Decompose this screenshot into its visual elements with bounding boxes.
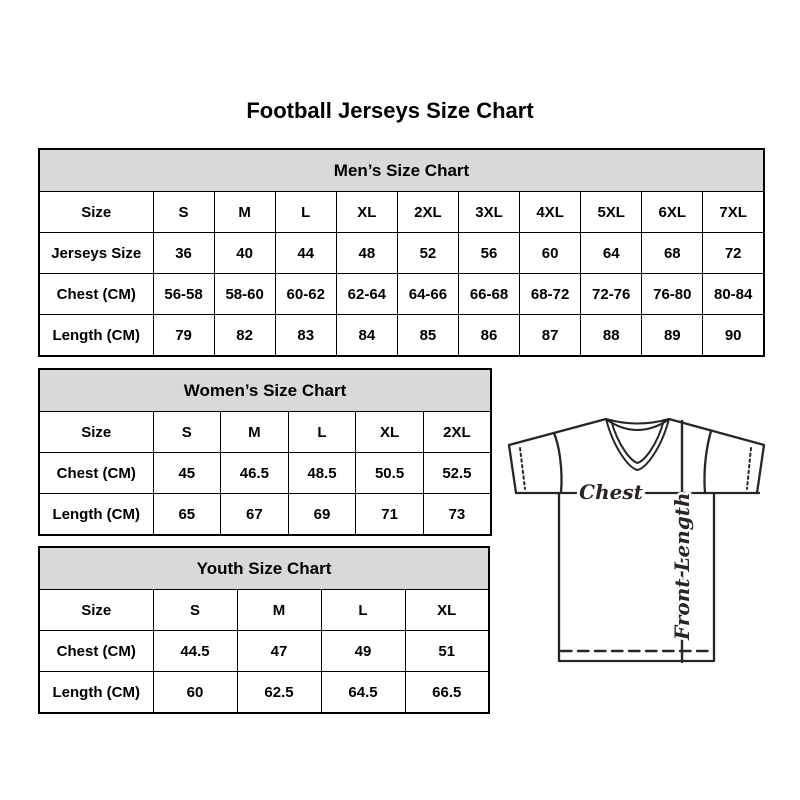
jersey-measurement-diagram <box>498 403 770 695</box>
value-cell: 44 <box>275 233 336 274</box>
table-row <box>39 192 764 233</box>
value-cell: 65 <box>153 494 221 536</box>
value-cell: 60-62 <box>275 274 336 315</box>
value-cell: 82 <box>214 315 275 357</box>
table-row <box>39 453 491 494</box>
table-row <box>39 590 489 631</box>
value-cell: 62-64 <box>336 274 397 315</box>
chest-label: Chest <box>579 480 643 504</box>
value-cell: 60 <box>520 233 581 274</box>
value-cell: L <box>275 192 336 233</box>
value-cell: 45 <box>153 453 221 494</box>
value-cell: M <box>237 590 321 631</box>
value-cell: 56-58 <box>153 274 214 315</box>
row-label-cell: Length (CM) <box>39 315 153 357</box>
value-cell: 66-68 <box>458 274 519 315</box>
value-cell: 52 <box>397 233 458 274</box>
row-label-cell: Chest (CM) <box>39 274 153 315</box>
value-cell: 56 <box>458 233 519 274</box>
row-label-cell: Length (CM) <box>39 672 153 714</box>
womens-size-chart-table <box>38 368 492 536</box>
collar-top-arc <box>606 419 669 424</box>
value-cell: 4XL <box>520 192 581 233</box>
value-cell: 88 <box>581 315 642 357</box>
value-cell: 72 <box>703 233 764 274</box>
row-label-cell: Chest (CM) <box>39 631 153 672</box>
value-cell: 64.5 <box>321 672 405 714</box>
value-cell: 49 <box>321 631 405 672</box>
value-cell: 66.5 <box>405 672 489 714</box>
table-row <box>39 412 491 453</box>
value-cell: L <box>288 412 356 453</box>
value-cell: 40 <box>214 233 275 274</box>
value-cell: 50.5 <box>356 453 424 494</box>
value-cell: 71 <box>356 494 424 536</box>
value-cell: 83 <box>275 315 336 357</box>
left-cuff-stitch <box>520 448 525 489</box>
value-cell: M <box>221 412 289 453</box>
table-row <box>39 315 764 357</box>
value-cell: 51 <box>405 631 489 672</box>
value-cell: 90 <box>703 315 764 357</box>
table-header-row <box>39 547 489 590</box>
table-row <box>39 274 764 315</box>
value-cell: 48 <box>336 233 397 274</box>
row-label-cell: Jerseys Size <box>39 233 153 274</box>
value-cell: 85 <box>397 315 458 357</box>
value-cell: 2XL <box>423 412 491 453</box>
value-cell: 7XL <box>703 192 764 233</box>
value-cell: 52.5 <box>423 453 491 494</box>
value-cell: 80-84 <box>703 274 764 315</box>
table-header-row <box>39 369 491 412</box>
table-row <box>39 631 489 672</box>
value-cell: 69 <box>288 494 356 536</box>
value-cell: 68-72 <box>520 274 581 315</box>
value-cell: L <box>321 590 405 631</box>
value-cell: 87 <box>520 315 581 357</box>
right-cuff-stitch <box>747 448 751 489</box>
value-cell: 84 <box>336 315 397 357</box>
row-label-cell: Size <box>39 192 153 233</box>
value-cell: 44.5 <box>153 631 237 672</box>
value-cell: 47 <box>237 631 321 672</box>
value-cell: 79 <box>153 315 214 357</box>
table-section-header: Youth Size Chart <box>39 547 489 590</box>
value-cell: 3XL <box>458 192 519 233</box>
value-cell: 6XL <box>642 192 703 233</box>
value-cell: 64-66 <box>397 274 458 315</box>
value-cell: XL <box>356 412 424 453</box>
table-section-header: Women’s Size Chart <box>39 369 491 412</box>
row-label-cell: Length (CM) <box>39 494 153 536</box>
value-cell: XL <box>405 590 489 631</box>
table-section-header: Men’s Size Chart <box>39 149 764 192</box>
table-header-row <box>39 149 764 192</box>
value-cell: 64 <box>581 233 642 274</box>
value-cell: S <box>153 192 214 233</box>
value-cell: S <box>153 412 221 453</box>
value-cell: 68 <box>642 233 703 274</box>
value-cell: XL <box>336 192 397 233</box>
mens-size-chart-table <box>38 148 765 357</box>
value-cell: 2XL <box>397 192 458 233</box>
page-title: Football Jerseys Size Chart <box>246 98 534 123</box>
row-label-cell: Chest (CM) <box>39 453 153 494</box>
front-length-label: Front Length <box>670 492 694 640</box>
value-cell: 48.5 <box>288 453 356 494</box>
mens-table <box>38 148 765 357</box>
youth-size-chart-table <box>38 546 490 714</box>
right-armhole-seam <box>704 431 711 493</box>
value-cell: 60 <box>153 672 237 714</box>
value-cell: 46.5 <box>221 453 289 494</box>
table-row <box>39 494 491 536</box>
value-cell: 72-76 <box>581 274 642 315</box>
table-row <box>39 233 764 274</box>
value-cell: S <box>153 590 237 631</box>
value-cell: 62.5 <box>237 672 321 714</box>
value-cell: 36 <box>153 233 214 274</box>
value-cell: 76-80 <box>642 274 703 315</box>
value-cell: 89 <box>642 315 703 357</box>
table-row <box>39 672 489 714</box>
row-label-cell: Size <box>39 590 153 631</box>
value-cell: 67 <box>221 494 289 536</box>
value-cell: 86 <box>458 315 519 357</box>
womens-table <box>38 368 492 536</box>
value-cell: 5XL <box>581 192 642 233</box>
value-cell: 73 <box>423 494 491 536</box>
value-cell: 58-60 <box>214 274 275 315</box>
youth-table <box>38 546 490 714</box>
value-cell: M <box>214 192 275 233</box>
left-armhole-seam <box>554 433 562 493</box>
row-label-cell: Size <box>39 412 153 453</box>
